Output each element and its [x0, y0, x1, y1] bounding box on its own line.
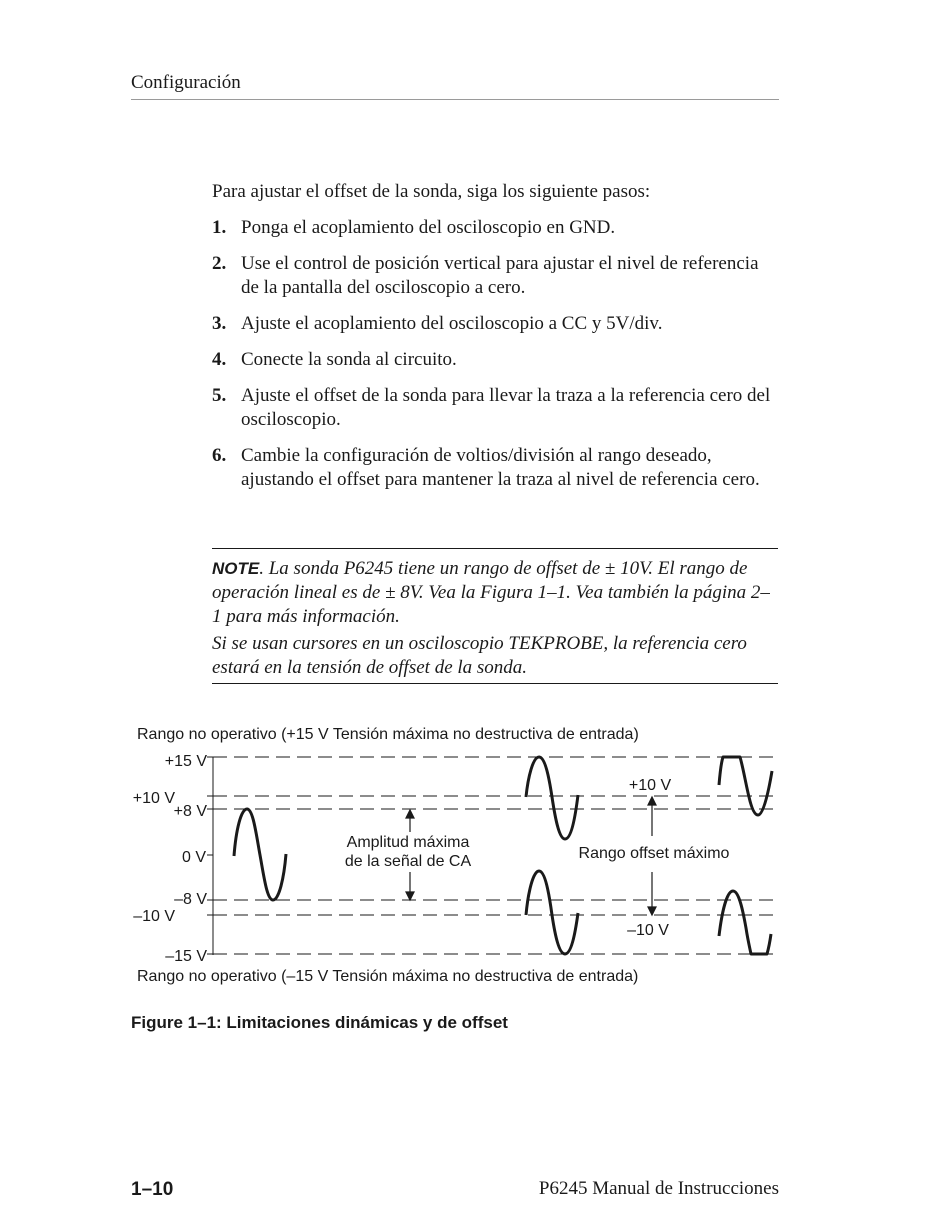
- offset-range-label: Rango offset máximo: [578, 845, 730, 862]
- offset-limits-figure: [0, 715, 950, 1005]
- amplitude-label-line-1: Amplitud máxima: [346, 834, 470, 851]
- note-label: NOTE: [212, 559, 260, 578]
- top-range-label: Rango no operativo (+15 V Tensión máxima no destructiva de entrada): [137, 726, 639, 743]
- step-number: 2.: [212, 253, 227, 274]
- note-paragraph-1: [212, 557, 778, 629]
- level-label: 0 V: [181, 849, 206, 866]
- step-item: [212, 312, 772, 336]
- minus10-label: –10 V: [627, 922, 669, 939]
- step-item: [212, 348, 772, 372]
- level-label: –15 V: [165, 948, 207, 965]
- step-item: [212, 252, 772, 300]
- arrow-head-down: [648, 907, 656, 915]
- step-text: Ajuste el acoplamiento del osciloscopio a CC y 5V/div.: [241, 313, 663, 334]
- step-number: 3.: [212, 313, 227, 334]
- step-item: [212, 444, 772, 492]
- note-box: [212, 548, 778, 684]
- plus10-label: +10 V: [628, 777, 672, 794]
- step-number: 6.: [212, 445, 227, 466]
- step-text: Ajuste el offset de la sonda para llevar la traza a la referencia cero del osciloscopio.: [241, 385, 771, 430]
- arrow-head-up: [648, 797, 656, 805]
- footer-page-number: 1–10: [131, 1179, 174, 1200]
- sine-wave-centered: [234, 809, 286, 900]
- level-label: –10 V: [133, 908, 175, 925]
- step-number: 5.: [212, 385, 227, 406]
- sine-wave-offset-minus10: [526, 871, 578, 954]
- sine-wave-offset-plus10: [526, 757, 578, 839]
- page-header-title: Configuración: [131, 72, 241, 93]
- intro-paragraph: Para ajustar el offset de la sonda, siga los siguiente pasos:: [212, 181, 651, 202]
- level-label: –8 V: [174, 891, 207, 908]
- header-rule: [131, 99, 779, 100]
- figure-caption: Figure 1–1: Limitaciones dinámicas y de offset: [131, 1013, 508, 1032]
- level-label: +8 V: [173, 803, 207, 820]
- bottom-range-label: Rango no operativo (–15 V Tensión máxima no destructiva de entrada): [137, 968, 639, 985]
- step-text: Ponga el acoplamiento del osciloscopio en GND.: [241, 217, 616, 238]
- clipped-wave-plus15: [719, 757, 772, 815]
- step-text: Cambie la configuración de voltios/división al rango deseado, ajustando el offset para mantener la traza al nivel de referencia cero.: [241, 445, 760, 490]
- step-text: Use el control de posición vertical para ajustar el nivel de referencia de la pantalla del osciloscopio a cero.: [241, 253, 759, 298]
- arrow-head-down: [406, 892, 414, 900]
- step-item: [212, 216, 772, 240]
- level-label: +10 V: [132, 790, 175, 807]
- amplitude-label-line-2: de la señal de CA: [344, 853, 472, 870]
- axis-ticks: [207, 757, 213, 954]
- step-number: 4.: [212, 349, 227, 370]
- note-text-1: . La sonda P6245 tiene un rango de offset de ± 10V. El rango de operación lineal es de ± 8V. Vea la Figura 1–1. Vea también la página 2–1 para más información.: [212, 558, 770, 627]
- step-number: 1.: [212, 217, 227, 238]
- step-text: Conecte la sonda al circuito.: [241, 349, 457, 370]
- steps-list: [212, 216, 772, 504]
- arrow-head-up: [406, 810, 414, 818]
- note-paragraph-2: Si se usan cursores en un osciloscopio TEKPROBE, la referencia cero estará en la tensión de offset de la sonda.: [212, 633, 747, 678]
- level-label: +15 V: [164, 753, 207, 770]
- footer-manual-title: P6245 Manual de Instrucciones: [538, 1178, 779, 1199]
- step-item: [212, 384, 772, 432]
